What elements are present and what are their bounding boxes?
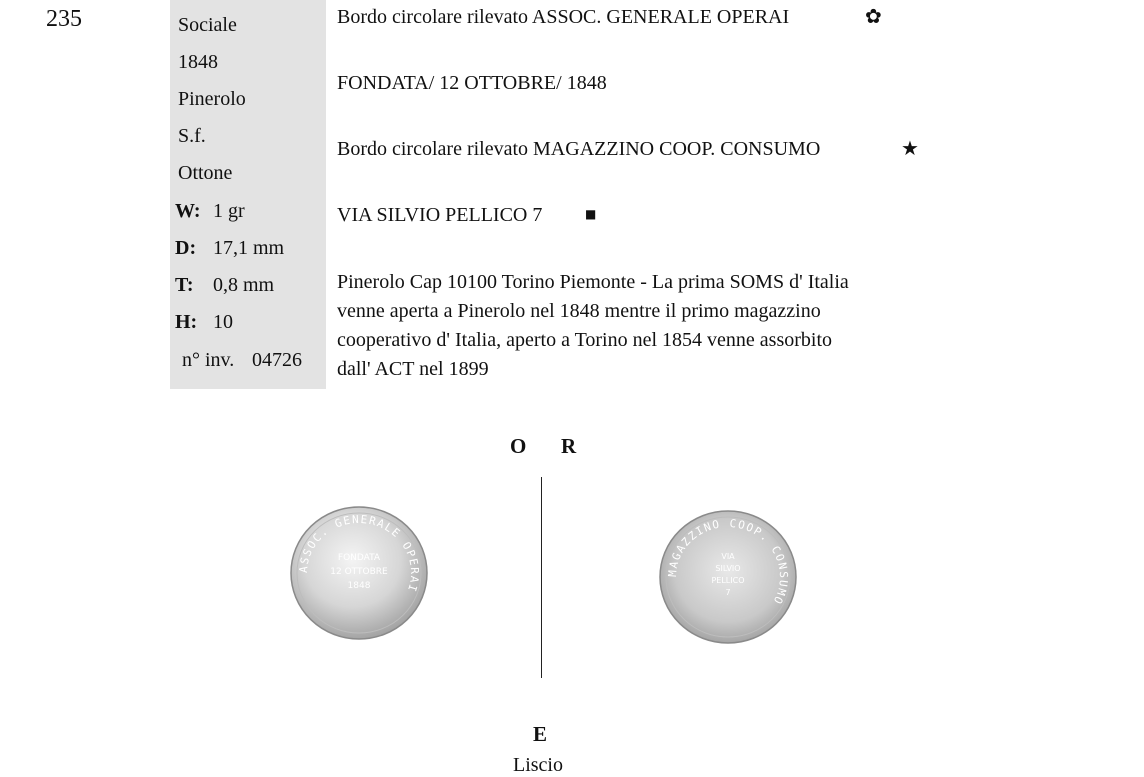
obverse-coin-center-line: 1848 — [347, 581, 371, 591]
edge-type: Liscio — [513, 754, 563, 776]
obverse-field-description: FONDATA/ 12 OTTOBRE/ 1848 — [337, 72, 607, 94]
weight-row — [175, 200, 245, 223]
reverse-coin-center-line: 7 — [725, 588, 731, 597]
obverse-coin-center-line: 12 OTTOBRE — [330, 567, 388, 577]
reverse-field-description: VIA SILVIO PELLICO 7 — [337, 204, 543, 226]
thickness-key: T: — [175, 274, 194, 296]
weight-key: W: — [175, 200, 201, 222]
sidebar-mint: S.f. — [178, 125, 206, 147]
diameter-value: 17,1 mm — [213, 237, 285, 259]
reverse-coin-legend: MAGAZZINO COOP. CONSUMO — [665, 516, 791, 608]
catalog-sidebar — [170, 0, 326, 389]
note-line: dall' ACT nel 1899 — [337, 358, 489, 380]
obverse-coin-legend: ASSOC. GENERALE OPERAI — [296, 512, 422, 595]
entry-number: 235 — [46, 6, 82, 32]
note-line: cooperativo d' Italia, aperto a Torino nel 1854 venne assorbito — [337, 329, 833, 351]
reverse-coin-center-line: SILVIO — [715, 564, 741, 573]
obverse-coin-image — [290, 505, 428, 641]
reverse-coin-center-line: VIA — [721, 552, 735, 561]
inventory-row — [182, 349, 302, 372]
sidebar-metal: Ottone — [178, 162, 233, 184]
sidebar-category: Sociale — [178, 14, 237, 36]
diameter-row — [175, 237, 284, 260]
center-divider — [541, 477, 542, 678]
reverse-label: R — [561, 434, 577, 458]
obverse-edge-description: Bordo circolare rilevato ASSOC. GENERALE OPERAI — [337, 6, 790, 28]
note-line: venne aperta a Pinerolo nel 1848 mentre il primo magazzino — [337, 300, 821, 322]
diameter-key: D: — [175, 237, 197, 259]
weight-value: 1 gr — [213, 200, 245, 222]
inventory-value: 04726 — [252, 349, 302, 371]
inventory-label: n° inv. — [182, 349, 235, 371]
reverse-coin-image — [659, 509, 797, 645]
thickness-value: 0,8 mm — [213, 274, 275, 296]
hour-value: 10 — [213, 311, 233, 333]
edge-label: E — [533, 722, 548, 746]
thickness-row — [175, 274, 274, 297]
reverse-coin-center-line: PELLICO — [711, 576, 745, 585]
reverse-edge-description: Bordo circolare rilevato MAGAZZINO COOP. CONSUMO — [337, 138, 821, 160]
historical-note — [337, 268, 917, 384]
note-line: Pinerolo Cap 10100 Torino Piemonte - La prima SOMS d' Italia — [337, 271, 849, 293]
hour-row — [175, 311, 233, 334]
flower-icon: ✿ — [865, 4, 882, 28]
hour-key: H: — [175, 311, 198, 333]
star-icon: ★ — [901, 136, 919, 160]
sidebar-city: Pinerolo — [178, 88, 246, 110]
obverse-coin-center-line: FONDATA — [337, 553, 381, 563]
obverse-label: O — [510, 434, 527, 458]
square-icon: ■ — [585, 207, 597, 221]
sidebar-year: 1848 — [178, 51, 218, 73]
